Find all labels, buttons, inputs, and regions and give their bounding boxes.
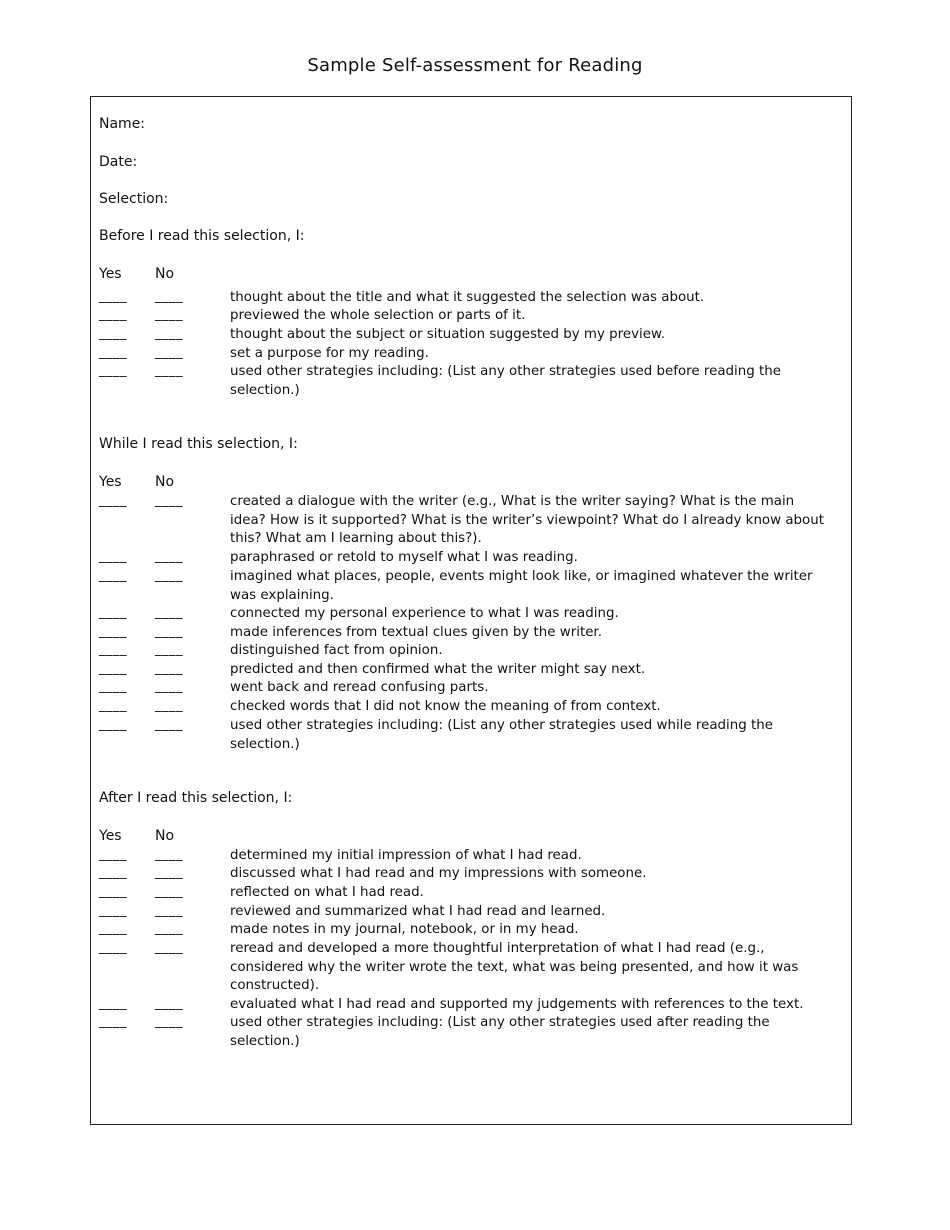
yes-column-header: Yes [99,828,122,844]
no-blank[interactable]: ____ [155,624,183,639]
checklist-item-text: used other strategies including: (List any other strategies used before reading the selection.) [230,364,781,398]
no-blank[interactable]: ____ [155,568,183,583]
no-blank[interactable]: ____ [155,865,183,880]
yes-blank[interactable]: ____ [99,661,127,676]
checklist-item-text: thought about the title and what it suggested the selection was about. [230,290,705,305]
checklist-item-text: thought about the subject or situation suggested by my preview. [230,327,665,342]
yes-blank[interactable]: ____ [99,717,127,732]
yes-blank[interactable]: ____ [99,568,127,583]
assessment-form [90,96,852,1125]
no-blank[interactable]: ____ [155,903,183,918]
yes-blank[interactable]: ____ [99,903,127,918]
no-blank[interactable]: ____ [155,717,183,732]
yes-blank[interactable]: ____ [99,940,127,955]
section-heading-before: Before I read this selection, I: [99,228,305,244]
yes-blank[interactable]: ____ [99,289,127,304]
checklist-item-text: used other strategies including: (List any other strategies used while reading the selection.) [230,718,773,752]
checklist-item-text: evaluated what I had read and supported my judgements with references to the text. [230,997,804,1012]
yes-blank[interactable]: ____ [99,345,127,360]
no-blank[interactable]: ____ [155,921,183,936]
checklist-item-text: made notes in my journal, notebook, or in my head. [230,922,579,937]
yes-blank[interactable]: ____ [99,698,127,713]
yes-blank[interactable]: ____ [99,884,127,899]
yes-blank[interactable]: ____ [99,326,127,341]
no-blank[interactable]: ____ [155,549,183,564]
no-blank[interactable]: ____ [155,326,183,341]
no-blank[interactable]: ____ [155,363,183,378]
checklist-item-text: reread and developed a more thoughtful interpretation of what I had read (e.g., considered why the writer wrote the text, what was being presented, and how it was constructed). [230,941,799,994]
yes-blank[interactable]: ____ [99,1014,127,1029]
checklist-item-text: set a purpose for my reading. [230,346,429,361]
section-heading-while: While I read this selection, I: [99,436,298,452]
yes-blank[interactable]: ____ [99,996,127,1011]
page-title: Sample Self-assessment for Reading [307,55,643,76]
name-label: Name: [99,116,146,132]
yes-blank[interactable]: ____ [99,307,127,322]
no-column-header: No [155,828,175,844]
checklist-item-text: imagined what places, people, events might look like, or imagined whatever the writer was explaining. [230,569,813,603]
checklist-item-text: discussed what I had read and my impressions with someone. [230,866,647,881]
checklist-item-text: went back and reread confusing parts. [230,680,489,695]
checklist-item-text: used other strategies including: (List any other strategies used after reading the selection.) [230,1015,770,1049]
no-column-header: No [155,474,175,490]
no-blank[interactable]: ____ [155,940,183,955]
no-blank[interactable]: ____ [155,847,183,862]
yes-blank[interactable]: ____ [99,624,127,639]
no-blank[interactable]: ____ [155,1014,183,1029]
checklist-item-text: reviewed and summarized what I had read and learned. [230,904,606,919]
yes-blank[interactable]: ____ [99,679,127,694]
yes-blank[interactable]: ____ [99,605,127,620]
yes-column-header: Yes [99,266,122,282]
checklist-item-text: made inferences from textual clues given by the writer. [230,625,602,640]
checklist-item-text: determined my initial impression of what I had read. [230,848,582,863]
no-blank[interactable]: ____ [155,493,183,508]
no-blank[interactable]: ____ [155,698,183,713]
selection-label: Selection: [99,191,169,207]
yes-blank[interactable]: ____ [99,865,127,880]
checklist-item-text: connected my personal experience to what I was reading. [230,606,619,621]
no-blank[interactable]: ____ [155,996,183,1011]
no-blank[interactable]: ____ [155,307,183,322]
checklist-item-text: checked words that I did not know the meaning of from context. [230,699,661,714]
yes-blank[interactable]: ____ [99,921,127,936]
no-blank[interactable]: ____ [155,884,183,899]
no-blank[interactable]: ____ [155,345,183,360]
checklist-item-text: predicted and then confirmed what the writer might say next. [230,662,646,677]
no-blank[interactable]: ____ [155,605,183,620]
no-blank[interactable]: ____ [155,289,183,304]
checklist-item-text: previewed the whole selection or parts of it. [230,308,526,323]
no-column-header: No [155,266,175,282]
no-blank[interactable]: ____ [155,679,183,694]
no-blank[interactable]: ____ [155,642,183,657]
yes-column-header: Yes [99,474,122,490]
yes-blank[interactable]: ____ [99,493,127,508]
checklist-item-text: paraphrased or retold to myself what I was reading. [230,550,578,565]
yes-blank[interactable]: ____ [99,549,127,564]
checklist-item-text: reflected on what I had read. [230,885,424,900]
yes-blank[interactable]: ____ [99,642,127,657]
no-blank[interactable]: ____ [155,661,183,676]
date-label: Date: [99,154,138,170]
checklist-item-text: created a dialogue with the writer (e.g., What is the writer saying? What is the main idea? How is it supported? What is the writer’s viewpoint? What do I already know about this? What am I learning about this?). [230,494,824,547]
section-heading-after: After I read this selection, I: [99,790,293,806]
checklist-item-text: distinguished fact from opinion. [230,643,443,658]
yes-blank[interactable]: ____ [99,363,127,378]
yes-blank[interactable]: ____ [99,847,127,862]
